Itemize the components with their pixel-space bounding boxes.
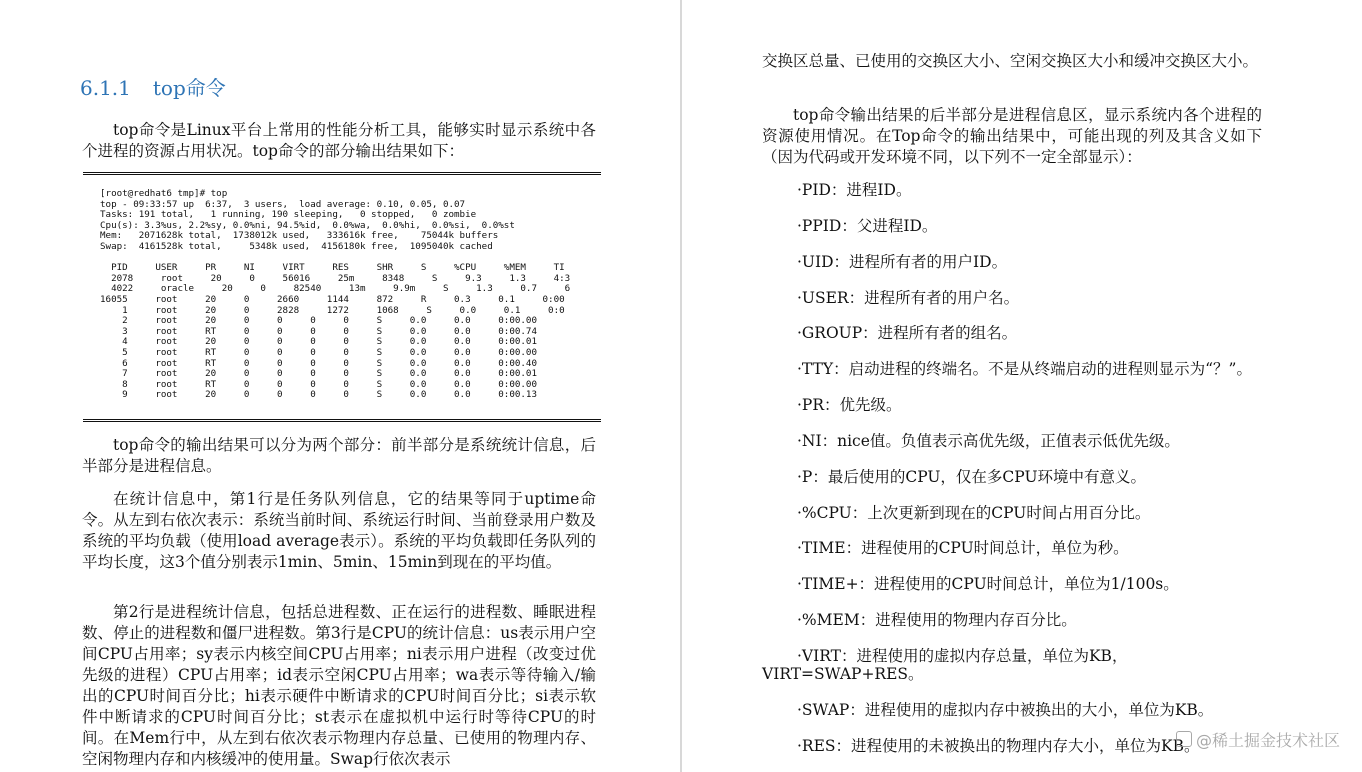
- column-item-p: ·P：最后使用的CPU，仅在多CPU环境中有意义。: [797, 468, 1147, 486]
- code-block: [83, 172, 601, 422]
- section-title: top命令: [152, 76, 226, 100]
- column-item-swap: ·SWAP：进程使用的虚拟内存中被换出的大小，单位为KB。: [797, 701, 1214, 719]
- watermark-text: @稀土掘金技术社区: [1195, 731, 1340, 750]
- intro-paragraph: top命令是Linux平台上常用的性能分析工具，能够实时显示系统中各个进程的资源占用状况。top命令的部分输出结果如下：: [82, 121, 596, 160]
- column-item-time: ·TIME：进程使用的CPU时间总计，单位为秒。: [797, 539, 1129, 557]
- paragraph-output-parts: top命令的输出结果可以分为两个部分：前半部分是系统统计信息，后半部分是进程信息。: [82, 436, 596, 475]
- column-item-time-plus: ·TIME+：进程使用的CPU时间总计，单位为1/100s。: [797, 575, 1179, 593]
- juejin-logo-icon: [1176, 731, 1192, 747]
- paragraph-stats-info: 在统计信息中，第1行是任务队列信息，它的结果等同于uptime命令。从左到右依次表示：系统当前时间、系统运行时间、当前登录用户数及系统的平均负载（使用load average表示）。系统的平均负载即任务队列的平均长度，这3个值分别表示1min、5min、15min到现在的平均值。: [82, 490, 596, 571]
- watermark: [1176, 728, 1340, 751]
- top-output: [root@redhat6 tmp]# top top - 09:33:57 up 6:37, 3 users, load average: 0.10, 0.05, 0.07 Tasks: 191 total, 1 running, 190 sleeping, 0 stopped, 0 zombie Cpu(s): 3.3%us, 2.2%sy, 0.0%ni, 94.5%id, 0.0%wa, 0.0%hi, 0.0%si, 0.0%st Mem: 2071628k total, 1738012k used, 333616k free, 75044k buffers Swap: 4161528k total, 5348k used, 4156180k free, 1095040k cached PID USER PR NI VIRT RES SHR S %CPU %MEM TI 2078 root 20 0 56016 25m 8348 S 9.3 1.3 4:3 4022 oracle 20 0 82540 13m 9.9m S 1.3 0.7 6 16055 root 20 0 2660 1144 872 R 0.3 0.1 0:00 1 root 20 0 2828 1272 1068 S 0.0 0.1 0:0 2 root 20 0 0 0 0 S 0.0 0.0 0:00.00 3 root RT 0 0 0 0 S 0.0 0.0 0:00.74 4 root 20 0 0 0 0 S 0.0 0.0 0:00.01 5 root RT 0 0 0 0 S 0.0 0.0 0:00.00 6 root RT 0 0 0 0 S 0.0 0.0 0:00.40 7 root 20 0 0 0 0 S 0.0 0.0 0:00.01 8 root RT 0 0 0 0 S 0.0 0.0 0:00.00 9 root 20 0 0 0 0 S 0.0 0.0 0:00.13: [100, 188, 571, 401]
- column-item-group: ·GROUP：进程所有者的组名。: [797, 324, 1018, 342]
- column-item-ppid: ·PPID：父进程ID。: [797, 217, 938, 235]
- process-info-paragraph: top命令输出结果的后半部分是进程信息区，显示系统内各个进程的资源使用情况。在Top命令的输出结果中，可能出现的列及其含义如下（因为代码或开发环境不同，以下列不一定全部显示）：: [762, 106, 1262, 166]
- column-item-ni: ·NI：nice值。负值表示高优先级，正值表示低优先级。: [797, 432, 1180, 450]
- section-number: 6.1.1: [80, 76, 131, 100]
- right-page: [682, 0, 1362, 772]
- column-item-tty: ·TTY：启动进程的终端名。不是从终端启动的进程则显示为“？”。: [797, 360, 1252, 378]
- column-item-mem: ·%MEM：进程使用的物理内存百分比。: [797, 611, 1077, 629]
- section-heading: [80, 72, 226, 101]
- column-item-pr: ·PR：优先级。: [797, 396, 902, 414]
- column-item-res: ·RES：进程使用的未被换出的物理内存大小，单位为KB。: [797, 737, 1200, 755]
- virt-continuation: VIRT=SWAP+RES。: [762, 665, 924, 683]
- column-item-virt: ·VIRT：进程使用的虚拟内存总量，单位为KB，: [797, 647, 1128, 665]
- left-page: [0, 0, 680, 772]
- column-item-pid: ·PID：进程ID。: [797, 181, 912, 199]
- continued-paragraph: 交换区总量、已使用的交换区大小、空闲交换区大小和缓冲交换区大小。: [762, 52, 1259, 70]
- column-item-cpu: ·%CPU：上次更新到现在的CPU时间占用百分比。: [797, 504, 1151, 522]
- paragraph-process-stats: 第2行是进程统计信息，包括总进程数、正在运行的进程数、睡眠进程数、停止的进程数和僵尸进程数。第3行是CPU的统计信息：us表示用户空间CPU占用率；sy表示内核空间CPU占用率；ni表示用户进程（改变过优先级的进程）CPU占用率；id表示空闲CPU占用率；wa表示等待输入/输出的CPU时间百分比；hi表示硬件中断请求的CPU时间百分比；si表示软件中断请求的CPU时间百分比；st表示在虚拟机中运行时等待CPU的时间。在Mem行中，从左到右依次表示物理内存总量、已使用的物理内存、空闲物理内存和内核缓冲的使用量。Swap行依次表示: [82, 603, 596, 768]
- column-item-user: ·USER：进程所有者的用户名。: [797, 289, 1020, 307]
- column-item-uid: ·UID：进程所有者的用户ID。: [797, 253, 1008, 271]
